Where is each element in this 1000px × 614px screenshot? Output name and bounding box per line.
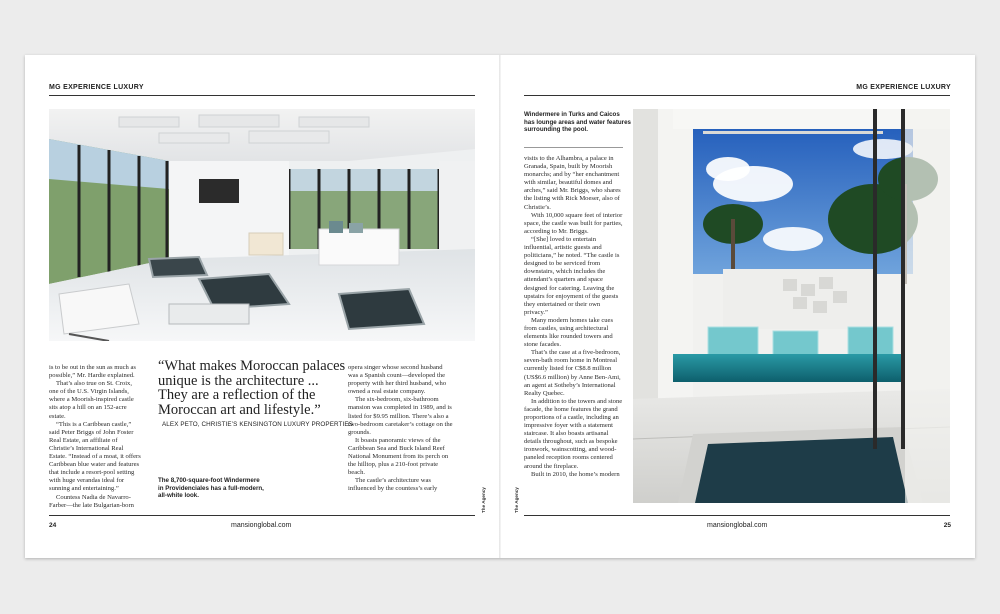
photo-caption bbox=[524, 111, 644, 134]
living-room-photo bbox=[49, 109, 475, 341]
footer-url: mansionglobal.com bbox=[707, 522, 768, 529]
header-rule bbox=[524, 95, 950, 96]
caption-line: The 8,700-square-foot Windermere bbox=[158, 477, 260, 484]
photo-credit: The Agency bbox=[481, 487, 486, 513]
pool-illustration bbox=[633, 109, 950, 503]
paragraph: opera singer whose second husband was a Spanish count—developed the property with her third husband, who owned a real estate company. bbox=[348, 364, 447, 396]
header-rule bbox=[49, 95, 475, 96]
pull-quote-line: “What makes Moroccan palaces bbox=[158, 358, 346, 374]
pull-quote-line: Moroccan art and lifestyle.” bbox=[158, 401, 321, 418]
pull-quote-line: They are a reflection of the bbox=[158, 387, 316, 403]
paragraph: Many modern homes take cues from castles, using architectural elements like rounded towers and stone facades. bbox=[524, 316, 614, 349]
section-header: MG EXPERIENCE LUXURY bbox=[49, 84, 144, 91]
paragraph: visits to the Alhambra, a palace in Granada, Spain, built by Moorish monarchs; and by “her enchantment with similar, beautiful domes and arches,” said Mr. Briggs, who shares the listing with Rick Moeser, also of Christie’s. bbox=[524, 155, 621, 211]
footer-rule bbox=[49, 515, 475, 516]
paragraph: “[She] loved to entertain influential, artistic guests and politicians,” he noted. “The castle is designed to be serviced from downstairs, which includes the attendant’s quarters and space designed for catering. Leaving the upstairs for enjoyment of the guests they entertained or their own privacy.” bbox=[524, 235, 620, 316]
paragraph: Countess Nadia de Navarro-Farber—the late Bulgarian-born bbox=[49, 493, 134, 509]
page-number: 25 bbox=[943, 522, 951, 529]
pool-photo bbox=[633, 109, 950, 503]
photo-credit: The Agency bbox=[514, 487, 519, 513]
pull-quote bbox=[158, 359, 358, 417]
footer-url: mansionglobal.com bbox=[231, 522, 292, 529]
caption-line: in Providenciales has a full-modern, bbox=[158, 484, 264, 492]
caption-line: Windermere in Turks and Caicos bbox=[524, 111, 620, 118]
magazine-spread bbox=[25, 55, 975, 558]
paragraph: That’s the case at a five-bedroom, seven-bath room home in Montreal currently listed for C$8.8 million (US$6.6 million) by Anne Ben-Ami, an agent at Sotheby’s International Realty Quebec. bbox=[524, 349, 621, 397]
paragraph: It boasts panoramic views of the Caribbean Sea and Buck Island Reef National Monument from its perch on the hilltop, plus a 210-foot private beach. bbox=[348, 436, 449, 477]
page-number: 24 bbox=[49, 522, 57, 529]
right-page bbox=[500, 55, 975, 558]
paragraph: Built in 2010, the home’s modern bbox=[531, 470, 620, 478]
caption-line: all-white look. bbox=[158, 492, 199, 500]
paragraph: “This is a Caribbean castle,” said Peter Briggs of John Foster Real Estate, an affiliate of Christie’s International Real Estate. “Instead of a moat, it offers Caribbean blue water and features that include a resort-pool setting with huge verandas ideal for sunning and entertaining.” bbox=[49, 420, 141, 493]
photo-caption bbox=[158, 477, 298, 500]
paragraph: That’s also true on St. Croix, one of the U.S. Virgin Islands, where a Moorish-inspired castle sits atop a hill on an 152-acre estate. bbox=[49, 380, 134, 420]
caption-rule bbox=[524, 147, 623, 148]
footer-rule bbox=[524, 515, 950, 516]
caption-line: has lounge areas and water features bbox=[524, 118, 631, 126]
article-column-1 bbox=[49, 364, 141, 510]
pull-quote-line: unique is the architecture ... bbox=[158, 372, 319, 389]
left-page bbox=[25, 55, 500, 558]
caption-line: surrounding the pool. bbox=[524, 126, 588, 134]
section-header: MG EXPERIENCE LUXURY bbox=[856, 84, 951, 91]
living-room-illustration bbox=[49, 109, 475, 341]
paragraph: In addition to the towers and stone facade, the home features the grand proportions of a castle, including an impressive foyer with a statement staircase. It also boasts artisanal details throughout, such as bespoke ironwork, wainscotting, and wood-paneled reception rooms centered around the fireplace. bbox=[524, 397, 623, 470]
article-column bbox=[524, 155, 624, 479]
paragraph: is to be out in the sun as much as possible,” Mr. Hardie explained. bbox=[49, 364, 136, 380]
article-column-3 bbox=[348, 364, 453, 494]
paragraph: With 10,000 square feet of interior space, the castle was built for parties, according to Mr. Briggs. bbox=[524, 211, 623, 235]
quote-attribution: ALEX PETO, CHRISTIE’S KENSINGTON LUXURY PROPERTIES bbox=[162, 421, 353, 428]
paragraph: The castle’s architecture was influenced by the countess’s early bbox=[348, 477, 438, 493]
paragraph: The six-bedroom, six-bathroom mansion was completed in 1989, and is listed for $9.95 million. There’s also a two-bedroom caretaker’s cottage on the grounds. bbox=[348, 396, 453, 436]
